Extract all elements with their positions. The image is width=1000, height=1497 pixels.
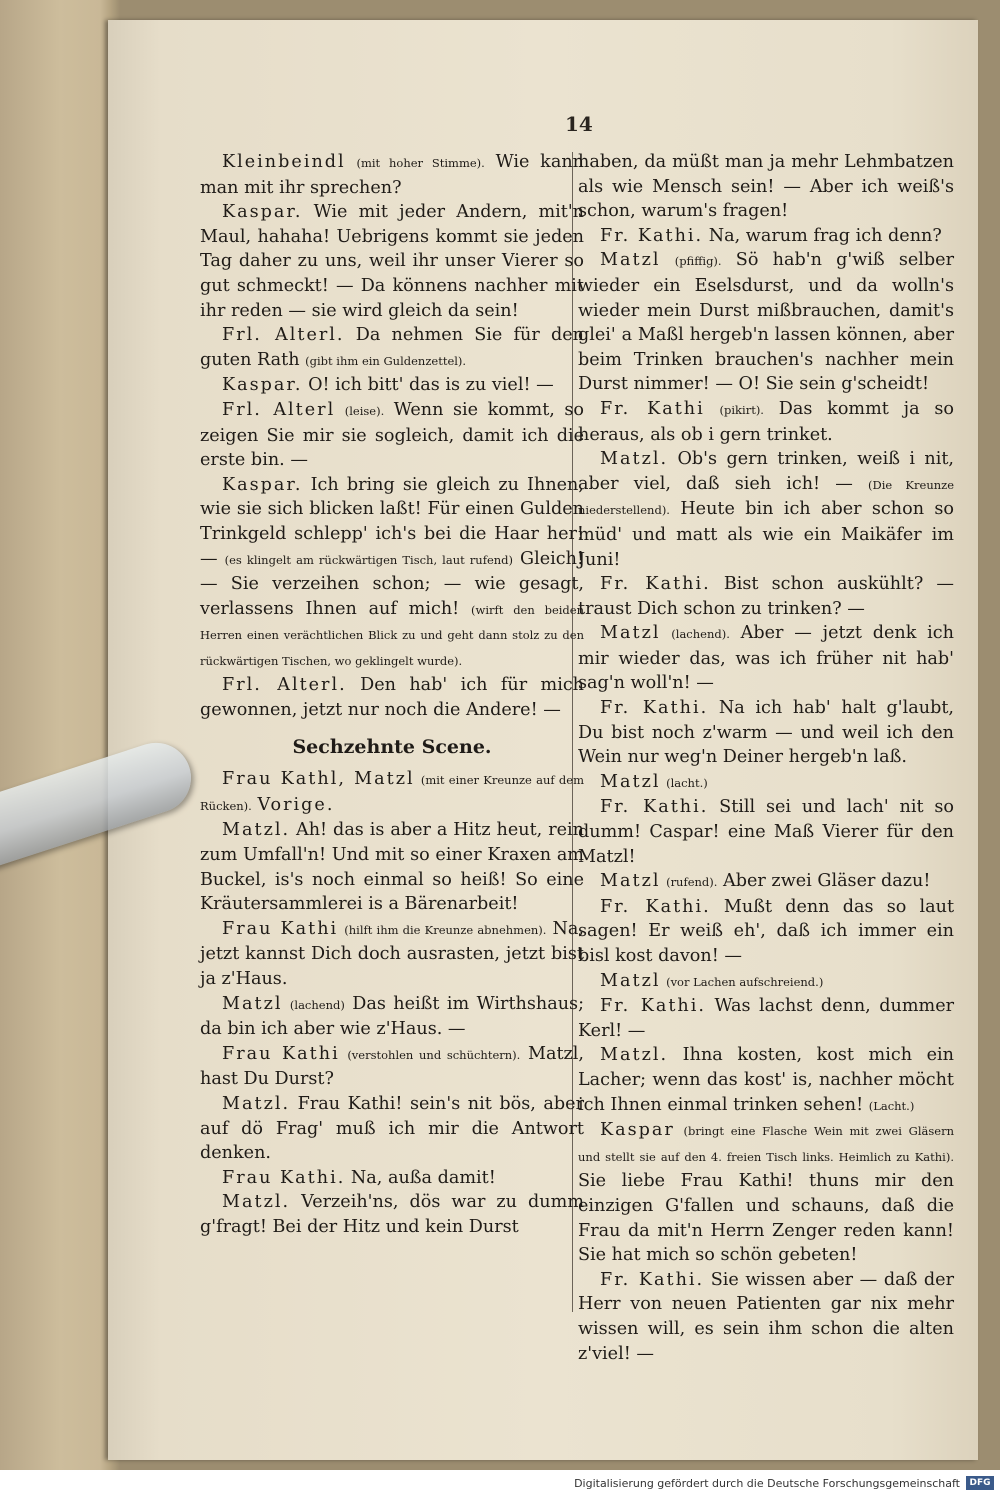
dialogue-text: Na, außa damit! bbox=[350, 1167, 496, 1188]
dialogue-text: Verzeih'ns, dös war zu dumm g'fragt! Bei der Hitz und kein Durst bbox=[200, 1192, 585, 1237]
speech-paragraph bbox=[200, 323, 584, 373]
speaker-name: Fr. Kathi bbox=[600, 398, 705, 419]
speech-paragraph bbox=[578, 224, 954, 249]
stage-direction: (bringt eine Flasche Wein mit zwei Gläsern und stellt sie auf den 4. freien Tisch links. Heimlich zu Kathi). bbox=[578, 1124, 954, 1164]
dialogue-text: Heute bin ich aber schon so müd' und matt als wie ein Maikäfer im Juni! bbox=[578, 499, 954, 570]
speaker-name: Matzl. bbox=[600, 1045, 669, 1066]
speaker-name: Fr. Kathi. bbox=[600, 698, 709, 719]
speech-paragraph bbox=[200, 150, 584, 200]
footer-credit: Digitalisierung gefördert durch die Deutsche Forschungsgemeinschaft bbox=[574, 1477, 960, 1490]
speaker-name: Kaspar. bbox=[222, 474, 303, 495]
speaker-name: Fr. Kathi. bbox=[600, 996, 706, 1017]
dialogue-text: haben, da müßt man ja mehr Lehmbatzen als wie Mensch sein! — Aber ich weiß's schon, warum's fragen! bbox=[578, 152, 954, 222]
speaker-name: Matzl. bbox=[600, 449, 669, 470]
speaker-name: Kaspar. bbox=[222, 202, 303, 223]
speech-paragraph bbox=[578, 795, 954, 869]
stage-direction: (verstohlen und schüchtern). bbox=[347, 1047, 521, 1062]
speaker-name: Matzl. bbox=[222, 1192, 291, 1213]
dialogue-text: Das heißt im Wirthshaus; da bin ich aber wie z'Haus. — bbox=[200, 993, 584, 1040]
dialogue-text: Bist schon auskühlt? — traust Dich schon zu trinken? — bbox=[578, 574, 954, 619]
speech-paragraph bbox=[200, 992, 584, 1042]
stage-direction: (lacht.) bbox=[666, 775, 708, 790]
speech-paragraph bbox=[578, 869, 954, 895]
speech-paragraph bbox=[578, 696, 954, 770]
speech-paragraph bbox=[200, 917, 584, 992]
dialogue-text: Das kommt ja so heraus, als ob i gern trinket. bbox=[578, 398, 955, 445]
speech-paragraph bbox=[578, 447, 954, 572]
speaker-name: Matzl bbox=[600, 623, 661, 644]
speech-paragraph bbox=[200, 1042, 584, 1092]
dialogue-text: Den hab' ich für mich gewonnen, jetzt nur noch die Andere! — bbox=[200, 675, 585, 721]
dialogue-text: Matzl, hast Du Durst? bbox=[200, 1043, 585, 1090]
footer-bar bbox=[0, 1470, 1000, 1497]
speaker-name: Matzl bbox=[600, 250, 661, 271]
dialogue-text: Ich bring sie gleich zu Ihnen, wie sie sich blicken laßt! Für einen Gulden Trinkgeld schlepp' ich's bei die Haar her! — bbox=[200, 474, 584, 569]
speech-paragraph bbox=[578, 770, 954, 796]
speech-paragraph bbox=[578, 150, 954, 224]
cast-names: Frau Kathl, Matzl bbox=[222, 769, 415, 790]
speech-paragraph bbox=[200, 200, 584, 323]
speech-paragraph bbox=[200, 373, 584, 398]
dialogue-text: O! ich bitt' das is zu viel! — bbox=[308, 375, 554, 396]
stage-direction: (vor Lachen aufschreiend.) bbox=[666, 974, 824, 989]
speech-paragraph bbox=[200, 1190, 584, 1239]
speaker-name: Fr. Kathi. bbox=[600, 1269, 705, 1290]
dialogue-text: Wenn sie kommt, so zeigen Sie mir sie sogleich, damit ich die erste bin. — bbox=[200, 399, 584, 471]
speaker-name: Kaspar. bbox=[222, 375, 303, 396]
dialogue-text: Sie liebe Frau Kathi! thuns mir den einzigen G'fallen und schauns, daß die Frau da mit'n Herrn Zenger reden kann! Sie hat mich so schön gebeten! bbox=[578, 1171, 954, 1266]
stage-direction: (es klingelt am rückwärtigen Tisch, laut rufend) bbox=[224, 552, 514, 567]
speech-paragraph bbox=[578, 1268, 954, 1366]
speech-paragraph bbox=[578, 248, 954, 397]
dialogue-text: Ihna kosten, kost mich ein Lacher; wenn das kost' is, nachher möcht ich Ihnen einmal trinken sehen! bbox=[578, 1045, 954, 1115]
speaker-name: Matzl bbox=[600, 871, 661, 892]
speaker-name: Fr. Kathi. bbox=[600, 797, 709, 818]
speaker-name: Frau Kathi bbox=[222, 1043, 340, 1064]
speaker-name: Frau Kathi. bbox=[222, 1167, 346, 1188]
dialogue-text: Ah! das is aber a Hitz heut, rein zum Umfall'n! Und mit so einer Kraxen am Buckel, is's noch einmal so heiß! So eine Kräutersammlerei is a Bärenarbeit! bbox=[200, 820, 584, 915]
stage-direction: (mit hoher Stimme). bbox=[356, 156, 485, 170]
stage-direction: (pikirt). bbox=[719, 402, 764, 417]
dialogue-text: Sö hab'n g'wiß selber wieder ein Eselsdurst, und da wolln's wieder mein Durst mißbrauchen, damit's glei' a Maßl hergeb'n lassen können, aber beim Trinken brauchen's nachher mein Durst nimmer! — O! Sie sein g'scheidt! bbox=[578, 250, 955, 395]
dialogue-text: Wie mit jeder Andern, mit'n Maul, hahaha! Uebrigens kommt sie jeden Tag daher zu uns, weil ihr unser Vierer so gut schmeckt! — Da könnens nachher mit ihr reden — sie wird gleich da sein! bbox=[200, 202, 584, 321]
stage-direction: (wirft den beiden Herren einen verächtlichen Blick zu und geht dann stolz zu den rückwärtigen Tischen, wo geklingelt wurde). bbox=[200, 602, 585, 668]
speech-paragraph bbox=[578, 572, 954, 621]
dfg-logo: DFG bbox=[966, 1476, 994, 1490]
page-number: 14 bbox=[565, 112, 593, 136]
speech-paragraph bbox=[200, 1166, 584, 1191]
speaker-name: Matzl. bbox=[222, 820, 291, 841]
speech-paragraph bbox=[578, 994, 954, 1043]
speech-paragraph bbox=[200, 1092, 584, 1166]
speaker-name: Kleinbeindl bbox=[222, 152, 346, 172]
dialogue-text: Na ich hab' halt g'laubt, Du bist noch z'warm — und weil ich den Wein nur weg'n Deiner hergeb'n laß. bbox=[578, 698, 955, 768]
dialogue-text: Was lachst denn, dummer Kerl! — bbox=[578, 996, 955, 1041]
speech-paragraph bbox=[578, 895, 954, 969]
speaker-name: Fr. Kathi. bbox=[600, 225, 704, 246]
stage-direction: (lachend) bbox=[289, 997, 345, 1012]
stage-direction: (lachend). bbox=[671, 627, 730, 642]
speech-paragraph bbox=[578, 969, 954, 995]
speaker-name: Matzl bbox=[222, 993, 283, 1014]
dialogue-text: Still sei und lach' nit so dumm! Caspar! eine Maß Vierer für den Matzl! bbox=[578, 797, 954, 867]
speaker-name: Fr. Kathi. bbox=[600, 574, 711, 595]
scene-title: Sechzehnte Scene. bbox=[292, 735, 492, 758]
dialogue-text: Aber zwei Gläser dazu! bbox=[723, 871, 931, 892]
cast-previous: Vorige. bbox=[257, 794, 335, 815]
speech-paragraph bbox=[200, 398, 584, 473]
speech-paragraph bbox=[578, 621, 954, 696]
dialogue-text: Sie wissen aber — daß der Herr von neuen Patienten gar nix mehr wissen will, es sein ihm schon die alten z'viel! — bbox=[578, 1269, 954, 1364]
speaker-name: Matzl. bbox=[222, 1093, 291, 1114]
dialogue-text: Ob's gern trinken, weiß i nit, aber viel, daß sieh ich! — bbox=[578, 449, 954, 494]
stage-direction: (hilft ihm die Kreunze abnehmen). bbox=[344, 922, 547, 937]
dialogue-text: Na, warum frag ich denn? bbox=[708, 225, 942, 246]
speaker-name: Frau Kathi bbox=[222, 918, 339, 939]
speech-paragraph bbox=[200, 473, 584, 674]
stage-direction: (pfiffig). bbox=[674, 254, 722, 269]
speaker-name: Frl. Alterl bbox=[222, 399, 336, 420]
scene-cast bbox=[200, 767, 584, 818]
dialogue-text: Da nehmen Sie für den guten Rath bbox=[200, 325, 585, 370]
speech-paragraph bbox=[578, 397, 954, 447]
speaker-name: Fr. Kathi. bbox=[600, 896, 711, 917]
stage-direction: (rufend). bbox=[666, 875, 718, 890]
dialogue-text: Na, jetzt kannst Dich doch ausrasten, jetzt bist ja z'Haus. bbox=[200, 918, 584, 989]
speaker-name: Kaspar bbox=[600, 1120, 675, 1141]
stage-direction: (Lacht.) bbox=[868, 1098, 915, 1113]
speech-paragraph bbox=[200, 818, 584, 916]
stage-direction: (mit einer Kreunze auf dem Rücken). bbox=[200, 773, 584, 813]
speaker-name: Frl. Alterl. bbox=[222, 325, 345, 346]
dialogue-text: Mußt denn das so laut sagen! Er weiß eh', daß ich immer ein bisl kost davon! — bbox=[578, 896, 955, 966]
speech-paragraph bbox=[200, 673, 584, 722]
speaker-name: Matzl bbox=[600, 771, 661, 792]
dialogue-text: Aber — jetzt denk ich mir wieder das, was ich früher nit hab' sag'n woll'n! — bbox=[578, 623, 954, 694]
speech-paragraph bbox=[578, 1118, 954, 1268]
speaker-name: Frl. Alterl. bbox=[222, 675, 347, 696]
speech-paragraph bbox=[578, 1043, 954, 1118]
dialogue-text: Gleich! — Sie verzeihen schon; — wie gesagt, verlassens Ihnen auf mich! bbox=[200, 548, 584, 619]
stage-direction: (Die Kreunze niederstellend). bbox=[578, 477, 955, 518]
dialogue-text: Frau Kathi! sein's nit bös, aber auf dö Frag' muß ich mir die Antwort denken. bbox=[200, 1093, 585, 1164]
left-column bbox=[200, 150, 584, 1240]
stage-direction: (gibt ihm ein Guldenzettel). bbox=[305, 353, 467, 368]
right-column bbox=[578, 150, 954, 1366]
dialogue-text: Wie kann man mit ihr sprechen? bbox=[200, 152, 584, 198]
speaker-name: Matzl bbox=[600, 970, 661, 991]
stage-direction: (leise). bbox=[344, 403, 385, 418]
